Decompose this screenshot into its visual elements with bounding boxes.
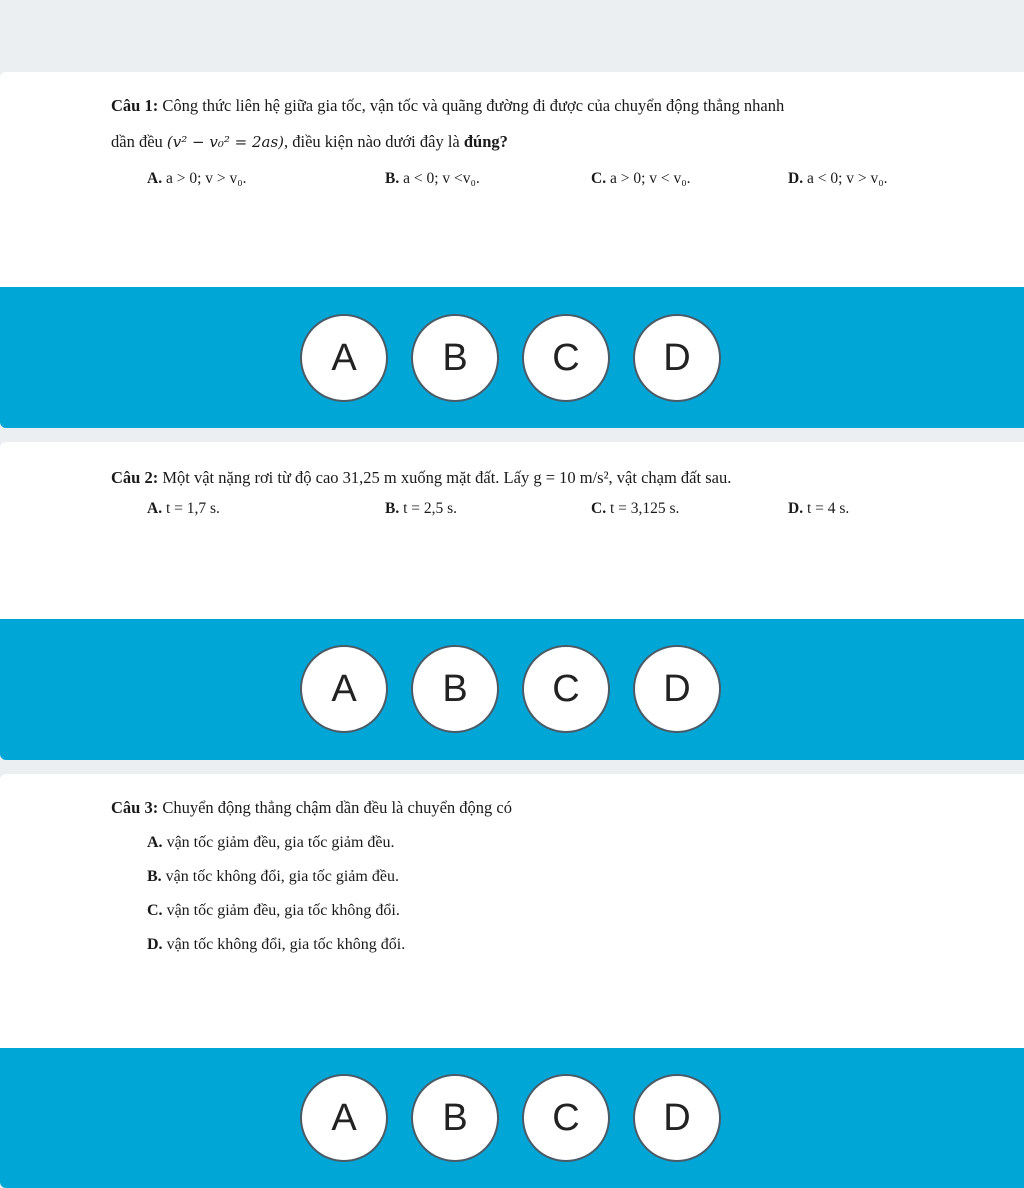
question-card-2 — [0, 442, 1024, 760]
answer-band-3 — [0, 1048, 1024, 1188]
question-3-text: Câu 3: Chuyển động thẳng chậm dần đều là chuyển động có — [111, 798, 512, 817]
option-b: B. a < 0; v <v₀. — [385, 170, 480, 187]
answer-b-button[interactable]: B — [411, 314, 499, 402]
question-1-label: Câu 1: — [111, 96, 159, 115]
option-d: D. t = 4 s. — [788, 500, 850, 517]
answer-d-button[interactable]: D — [633, 645, 721, 733]
question-2-label: Câu 2: — [111, 468, 159, 487]
option-a: A. a > 0; v > v₀. — [147, 170, 247, 187]
answer-b-button[interactable]: B — [411, 1074, 499, 1162]
answer-d-button[interactable]: D — [633, 314, 721, 402]
answer-a-button[interactable]: A — [300, 314, 388, 402]
question-card-1 — [0, 72, 1024, 428]
option-b: B. vận tốc không đổi, gia tốc giảm đều. — [147, 868, 399, 885]
option-c: C. t = 3,125 s. — [591, 500, 680, 517]
answer-c-button[interactable]: C — [522, 314, 610, 402]
answer-d-button[interactable]: D — [633, 1074, 721, 1162]
option-d: D. vận tốc không đổi, gia tốc không đổi. — [147, 936, 406, 953]
question-2-text: Câu 2: Một vật nặng rơi từ độ cao 31,25 m xuống mặt đất. Lấy g = 10 m/s², vật chạm đất sau. — [111, 468, 732, 487]
answer-a-button[interactable]: A — [300, 1074, 388, 1162]
option-c: C. vận tốc giảm đều, gia tốc không đổi. — [147, 902, 400, 919]
question-3-options — [147, 826, 405, 962]
answer-c-button[interactable]: C — [522, 1074, 610, 1162]
question-1-text: Câu 1: Công thức liên hệ giữa gia tốc, vận tốc và quãng đường đi được của chuyển động thẳng nhanh dần đều (v² − v₀² = 2as), điều kiện nào dưới đây là đúng? — [111, 96, 785, 151]
answer-a-button[interactable]: A — [300, 645, 388, 733]
option-b: B. t = 2,5 s. — [385, 500, 458, 517]
answer-band-2 — [0, 619, 1024, 760]
answer-c-button[interactable]: C — [522, 645, 610, 733]
option-c: C. a > 0; v < v₀. — [591, 170, 691, 187]
question-3-label: Câu 3: — [111, 798, 159, 817]
answer-band-1 — [0, 287, 1024, 428]
formula: (v² − v₀² = 2as) — [166, 133, 284, 151]
option-a: A. vận tốc giảm đều, gia tốc giảm đều. — [147, 834, 395, 851]
answer-b-button[interactable]: B — [411, 645, 499, 733]
question-card-3 — [0, 774, 1024, 1188]
option-a: A. t = 1,7 s. — [147, 500, 220, 517]
option-d: D. a < 0; v > v₀. — [788, 170, 888, 187]
